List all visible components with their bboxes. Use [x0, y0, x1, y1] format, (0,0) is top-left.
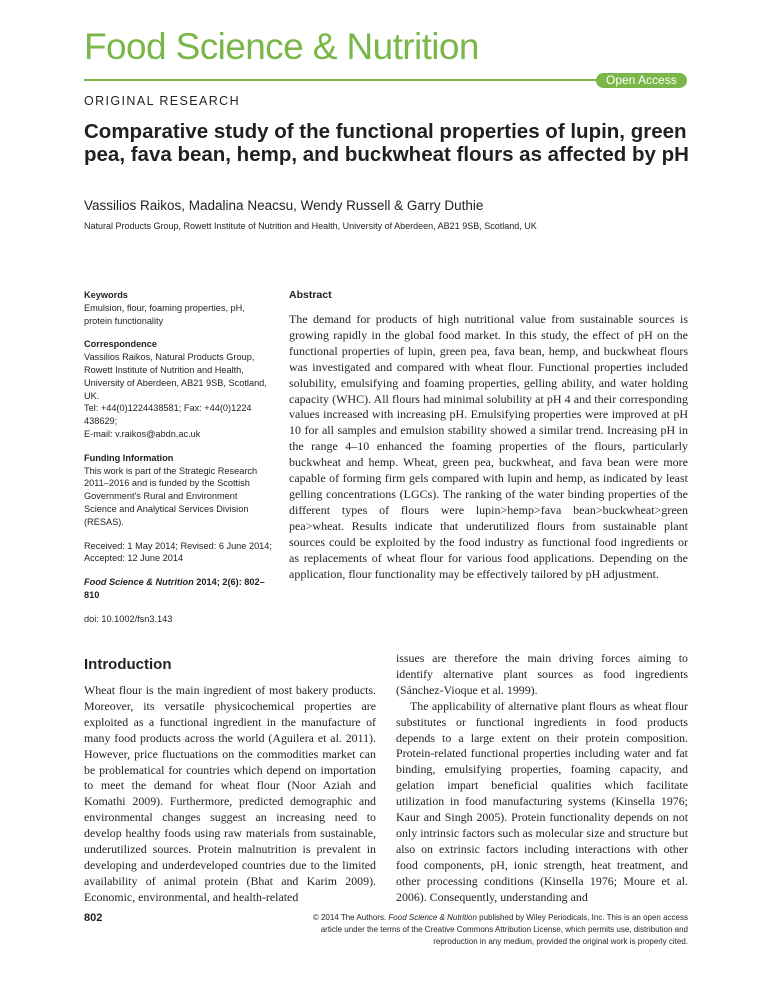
body-column-left	[84, 683, 376, 906]
citation-journal: Food Science & Nutrition	[84, 577, 194, 588]
author-list: Vassilios Raikos, Madalina Neacsu, Wendy Russell & Garry Duthie	[84, 198, 484, 213]
body-column-right	[396, 651, 688, 906]
article-type-label: ORIGINAL RESEARCH	[84, 94, 241, 108]
article-info-sidebar	[84, 289, 272, 626]
paragraph: The applicability of alternative plant flours as wheat flour substitutes or functional ingredients in food products depends to a large extent on their protein composition. Protein-related functional properties including water and fat binding, emulsifying properties, foaming capacity, and gelation impart beneficial qualities which facilitate utilization in food manufacturing systems (Kinsella 1976; Kaur and Singh 2005). Protein functionality depends on not only intrinsic factors such as molecular size and structure but also on extrinsic factors including interactions with other food components, pH, ionic strength, heat treatment, and other processing conditions (Kinsella 1976; Moure et al. 2006). Consequently, understanding and	[396, 698, 688, 904]
paragraph: Wheat flour is the main ingredient of most bakery products. Moreover, its versatile physicochemical properties are exploited as a functional ingredient in the manufacture of many food products across the world (Aguilera et al. 2011). However, price fluctuations on the commodities market can be problematical for countries which depend on importation to meet the demand for wheat flour (Noor Aziah and Komathi 2009). Furthermore, predicted demographic and environmental changes suggest an increasing need to develop healthy foods using raw materials from sustainable, underutilized sources. Protein malnutrition is prevalent in developing and underdeveloped countries due to the limited availability of animal protein (Bhat and Karim 2009). Economic, environmental, and health-related	[84, 683, 376, 904]
affiliation: Natural Products Group, Rowett Institute of Nutrition and Health, University of Aberdeen, AB21 9SB, Scotland, UK	[84, 221, 537, 231]
open-access-badge: Open Access	[596, 73, 687, 88]
header-divider	[84, 79, 685, 81]
keywords-heading: Keywords	[84, 290, 128, 300]
license-journal: Food Science & Nutrition	[388, 913, 477, 922]
introduction-heading: Introduction	[84, 656, 172, 673]
correspondence-phone: Tel: +44(0)1224438581; Fax: +44(0)1224 438629;	[84, 403, 252, 427]
license-prefix: © 2014 The Authors.	[312, 913, 389, 922]
received-dates: Received: 1 May 2014; Revised: 6 June 2014; Accepted: 12 June 2014	[84, 540, 272, 564]
citation	[84, 576, 272, 602]
license-notice	[300, 912, 688, 948]
abstract-heading: Abstract	[289, 289, 332, 301]
paragraph: issues are therefore the main driving forces aiming to identify alternative plant sources as food ingredients (Sánchez-Vioque et al. 1999).	[396, 651, 688, 697]
citation-details: 2014; 2(6): 802–810	[84, 577, 265, 600]
funding-text: This work is part of the Strategic Research 2011–2016 and is funded by the Scottish Government's Rural and Environment Science and Analytical Services Division (RESAS).	[84, 465, 258, 527]
paper-title: Comparative study of the functional properties of lupin, green pea, fava bean, hemp, and buckwheat flours as affected by pH	[84, 120, 689, 166]
doi[interactable]: doi: 10.1002/fsn3.143	[84, 613, 173, 624]
license-text: published by Wiley Periodicals, Inc. This is an open access article under the terms of the Creative Commons Attribution License, which permits use, distribution and reproduction in any medium, provided the original work is properly cited.	[320, 913, 688, 946]
journal-title: Food Science & Nutrition	[84, 26, 479, 67]
correspondence-heading: Correspondence	[84, 339, 158, 350]
abstract-section	[289, 289, 688, 582]
keywords-text: Emulsion, flour, foaming properties, pH, protein functionality	[84, 302, 245, 326]
funding-heading: Funding Information	[84, 452, 174, 463]
abstract-text: The demand for products of high nutritional value from sustainable sources is growing rapidly in the global food market. In this study, the effect of pH on the functional properties of lupin, green pea, fava bean, hemp, and buckwheat flours was investigated and compared with wheat flour. Functional properties included solubility, emulsifying and foaming properties, gelling ability, and water holding capacity (WHC). All flours had minimal solubility at pH 4 and their corresponding values increased with increasing pH. Emulsifying properties were improved at pH 10 for all samples and emulsion stability showed a similar trend. Increasing pH in the range 4–10 enhanced the foaming properties of the flours, particularly buckwheat and hemp. Wheat, green pea, buckwheat, and fava bean were more capable of forming firm gels compared with lupin and hemp, as indicated by least gelling concentrations (LGCs). The ranking of the water binding properties of the different types of flours were lupin>hemp>fava bean>buckwheat>green pea>wheat. Results indicate that underutilized flours from sustainable plant sources could be exploited by the food industry as functional food ingredients or as replacements of wheat flour for various food applications. Depending on the application, flour functionality may be effectively tailored by pH adjustment.	[289, 312, 688, 581]
correspondence-email[interactable]: E-mail: v.raikos@abdn.ac.uk	[84, 428, 201, 439]
page-number: 802	[84, 912, 103, 924]
correspondence-text: Vassilios Raikos, Natural Products Group, Rowett Institute of Nutrition and Health, University of Aberdeen, AB21 9SB, Scotland, UK.	[84, 352, 267, 401]
